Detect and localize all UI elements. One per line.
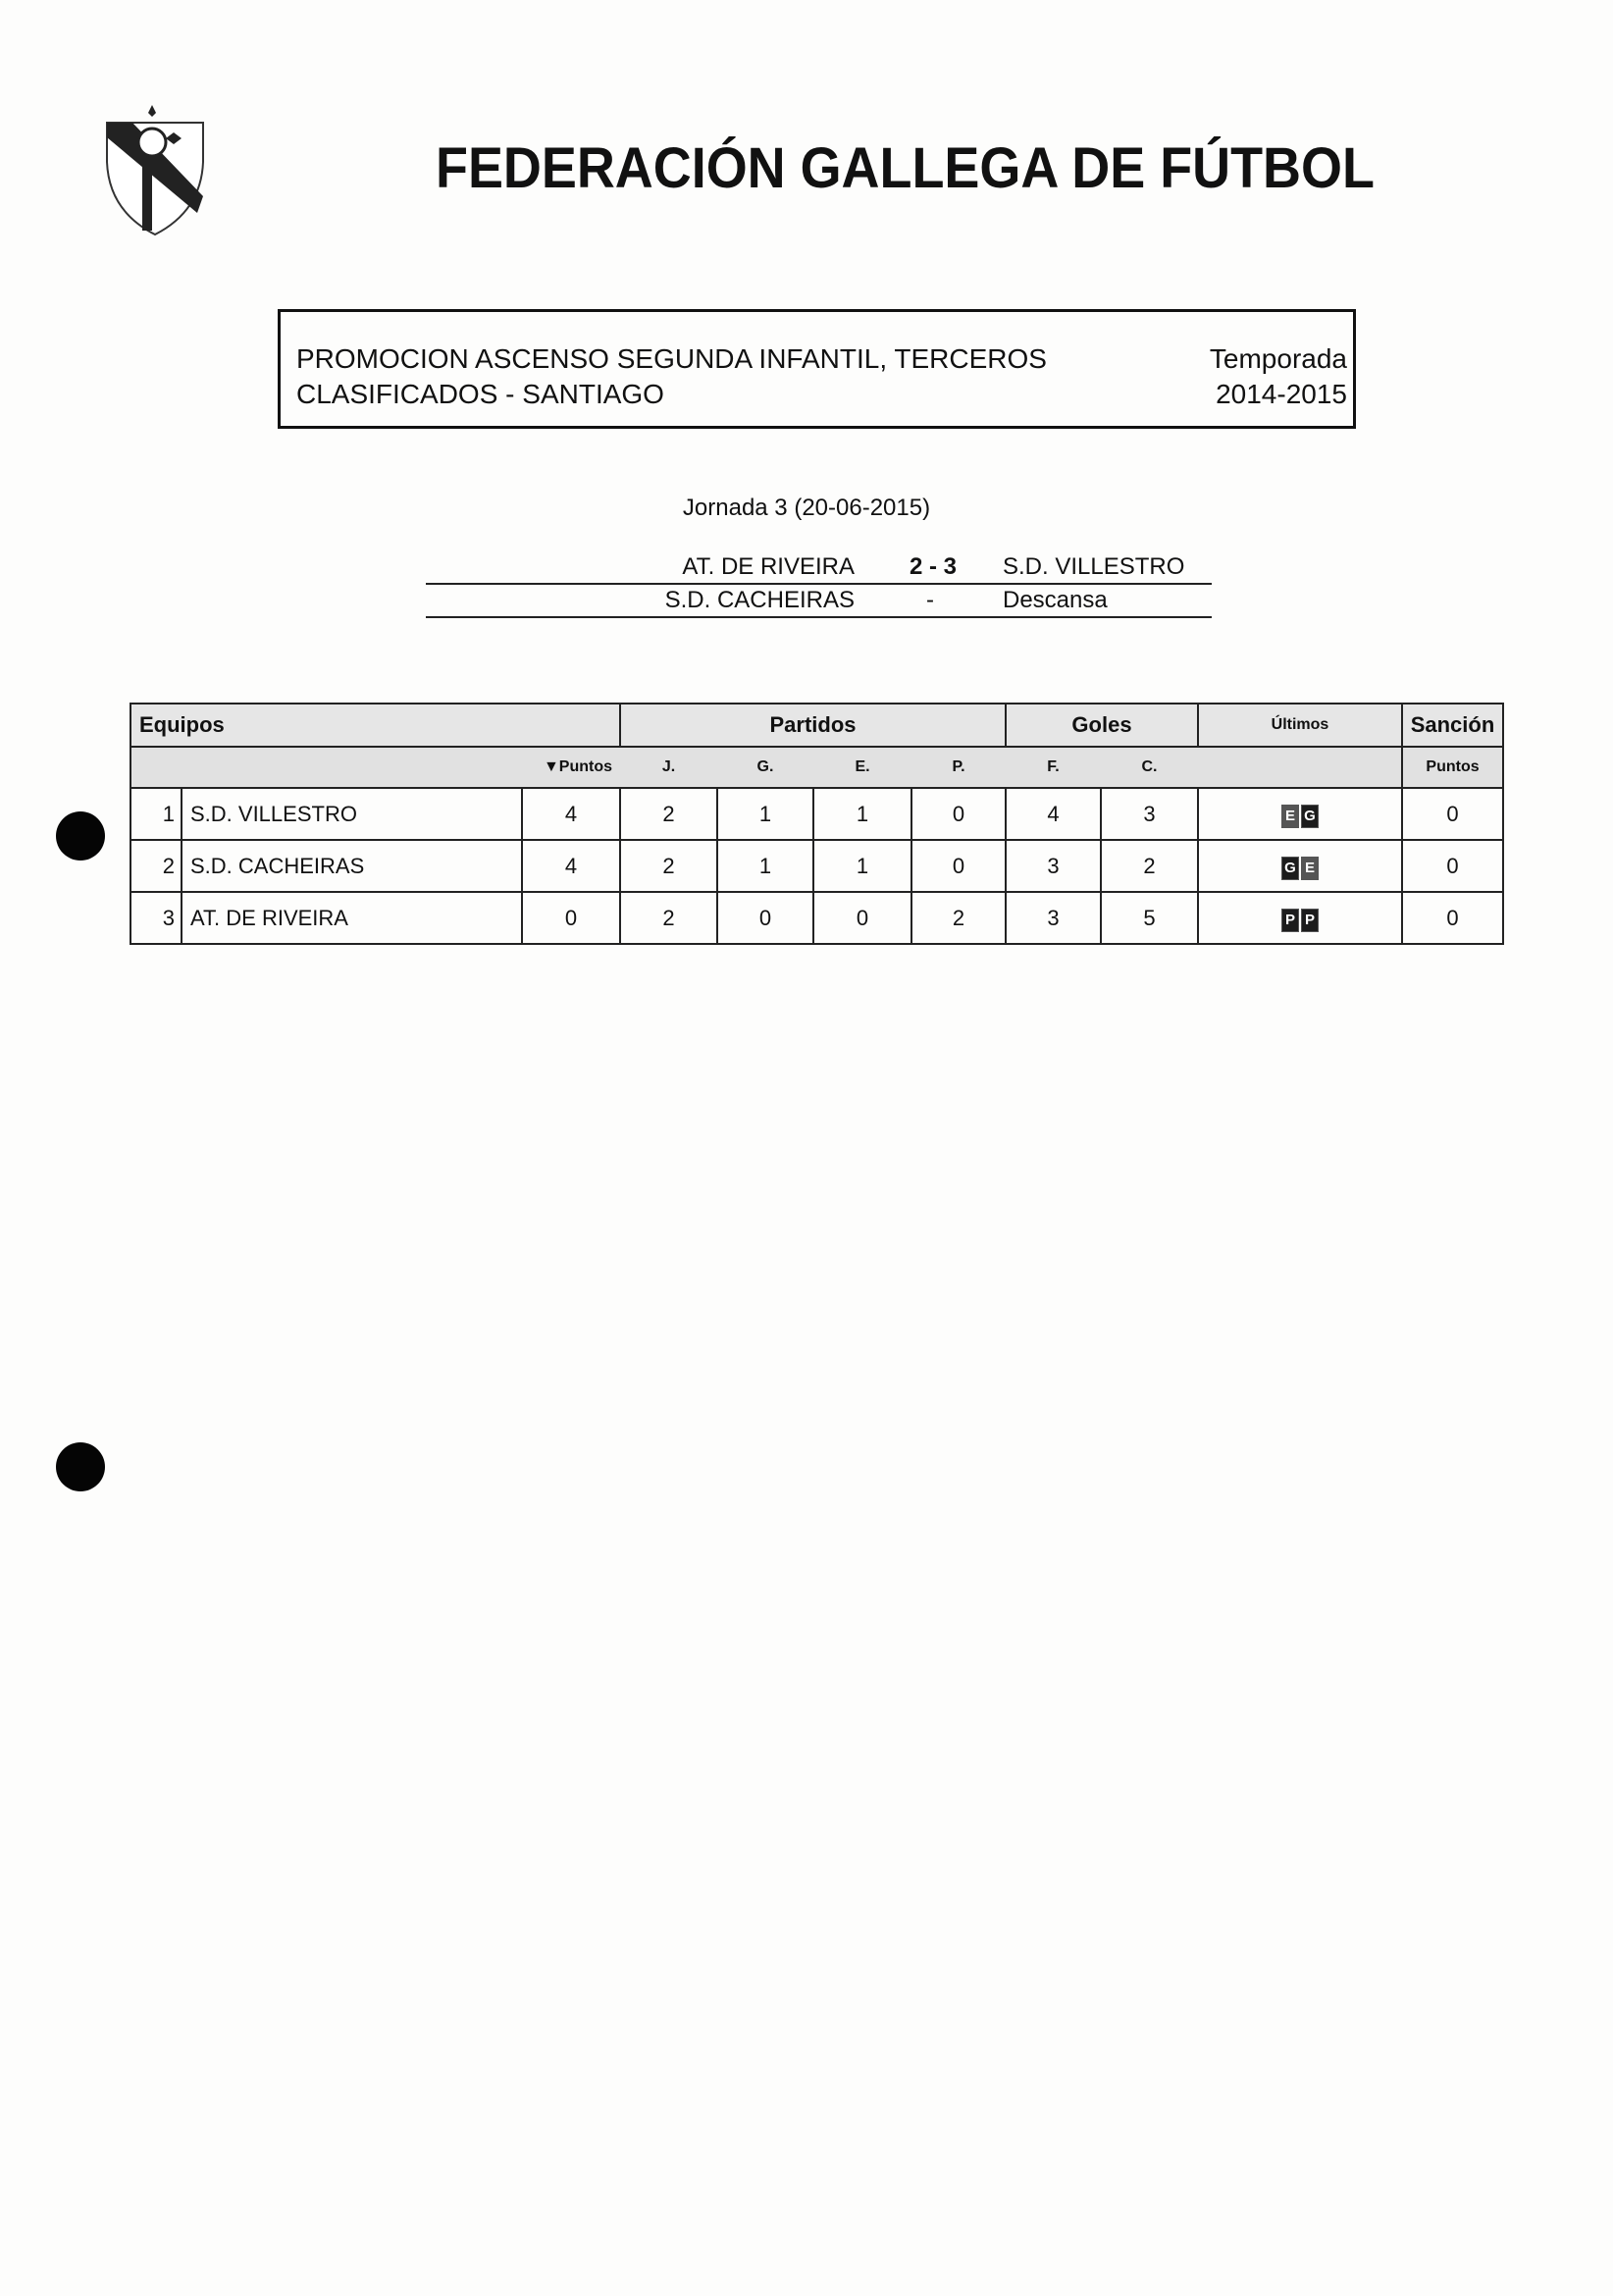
cell-f: 4 (1006, 788, 1101, 840)
cell-e: 1 (813, 788, 911, 840)
competition-name-line2: CLASIFICADOS - SANTIAGO (296, 379, 664, 409)
cell-g: 1 (717, 788, 813, 840)
group-header-row (130, 704, 1503, 747)
cell-puntos: 4 (522, 840, 620, 892)
cell-j: 2 (620, 788, 717, 840)
header-c: C. (1101, 747, 1198, 788)
header-equipos: Equipos (130, 704, 620, 747)
header-j: J. (620, 747, 717, 788)
sort-desc-icon: ▼ (543, 758, 559, 775)
header-sancion: Sanción (1402, 704, 1503, 747)
home-team: AT. DE RIVEIRA (682, 553, 855, 580)
result-badge: P (1281, 909, 1299, 932)
cell-pos: 2 (130, 840, 182, 892)
match-row (426, 549, 1212, 585)
match-score: 2 - 3 (910, 553, 958, 580)
table-row (130, 892, 1503, 944)
cell-pos: 1 (130, 788, 182, 840)
round-title: Jornada 3 (20-06-2015) (682, 495, 931, 521)
result-badge: E (1301, 857, 1319, 880)
header-partidos: Partidos (620, 704, 1006, 747)
cell-g: 1 (717, 840, 813, 892)
result-badge: E (1281, 805, 1299, 828)
cell-puntos: 0 (522, 892, 620, 944)
cell-f: 3 (1006, 840, 1101, 892)
cell-e: 0 (813, 892, 911, 944)
cell-team[interactable]: S.D. CACHEIRAS (182, 840, 522, 892)
home-team: S.D. CACHEIRAS (664, 587, 855, 613)
cell-p: 0 (911, 840, 1006, 892)
header-g: G. (717, 747, 813, 788)
cell-puntos: 4 (522, 788, 620, 840)
match-row (426, 583, 1212, 618)
punch-hole (56, 1442, 105, 1491)
cell-p: 0 (911, 788, 1006, 840)
result-badge: G (1301, 805, 1319, 828)
header-sancion-puntos: Puntos (1402, 747, 1503, 788)
sub-header-row (130, 747, 1503, 788)
cell-sancion: 0 (1402, 892, 1503, 944)
result-badge: P (1301, 909, 1319, 932)
cell-e: 1 (813, 840, 911, 892)
cell-pos: 3 (130, 892, 182, 944)
table-row (130, 788, 1503, 840)
cell-j: 2 (620, 892, 717, 944)
away-team: Descansa (1003, 587, 1108, 613)
standings-table (130, 703, 1504, 945)
page-title: FEDERACIÓN GALLEGA DE FÚTBOL (436, 136, 1375, 200)
cell-j: 2 (620, 840, 717, 892)
match-score: - (926, 587, 934, 613)
cell-sancion: 0 (1402, 840, 1503, 892)
away-team: S.D. VILLESTRO (1003, 553, 1185, 580)
cell-p: 2 (911, 892, 1006, 944)
header-p: P. (911, 747, 1006, 788)
punch-hole (56, 811, 105, 861)
competition-name-line1: PROMOCION ASCENSO SEGUNDA INFANTIL, TERCEROS (296, 343, 1047, 374)
cell-ultimos (1198, 892, 1402, 944)
sort-puntos-header[interactable]: ▼Puntos (522, 747, 620, 788)
header-f: F. (1006, 747, 1101, 788)
cell-f: 3 (1006, 892, 1101, 944)
season-value: 2014-2015 (1216, 379, 1347, 409)
competition-name (296, 341, 1047, 412)
season-label: Temporada (1209, 343, 1347, 374)
federation-logo (103, 103, 207, 236)
cell-team[interactable]: AT. DE RIVEIRA (182, 892, 522, 944)
cell-sancion: 0 (1402, 788, 1503, 840)
cell-g: 0 (717, 892, 813, 944)
table-row (130, 840, 1503, 892)
cell-c: 5 (1101, 892, 1198, 944)
header-ultimos: Últimos (1198, 704, 1402, 747)
season (1210, 341, 1347, 412)
competition-box (278, 309, 1356, 429)
header-goles: Goles (1006, 704, 1198, 747)
header-e: E. (813, 747, 911, 788)
cell-ultimos (1198, 840, 1402, 892)
cell-c: 2 (1101, 840, 1198, 892)
cell-c: 3 (1101, 788, 1198, 840)
cell-ultimos (1198, 788, 1402, 840)
cell-team[interactable]: S.D. VILLESTRO (182, 788, 522, 840)
result-badge: G (1281, 857, 1299, 880)
